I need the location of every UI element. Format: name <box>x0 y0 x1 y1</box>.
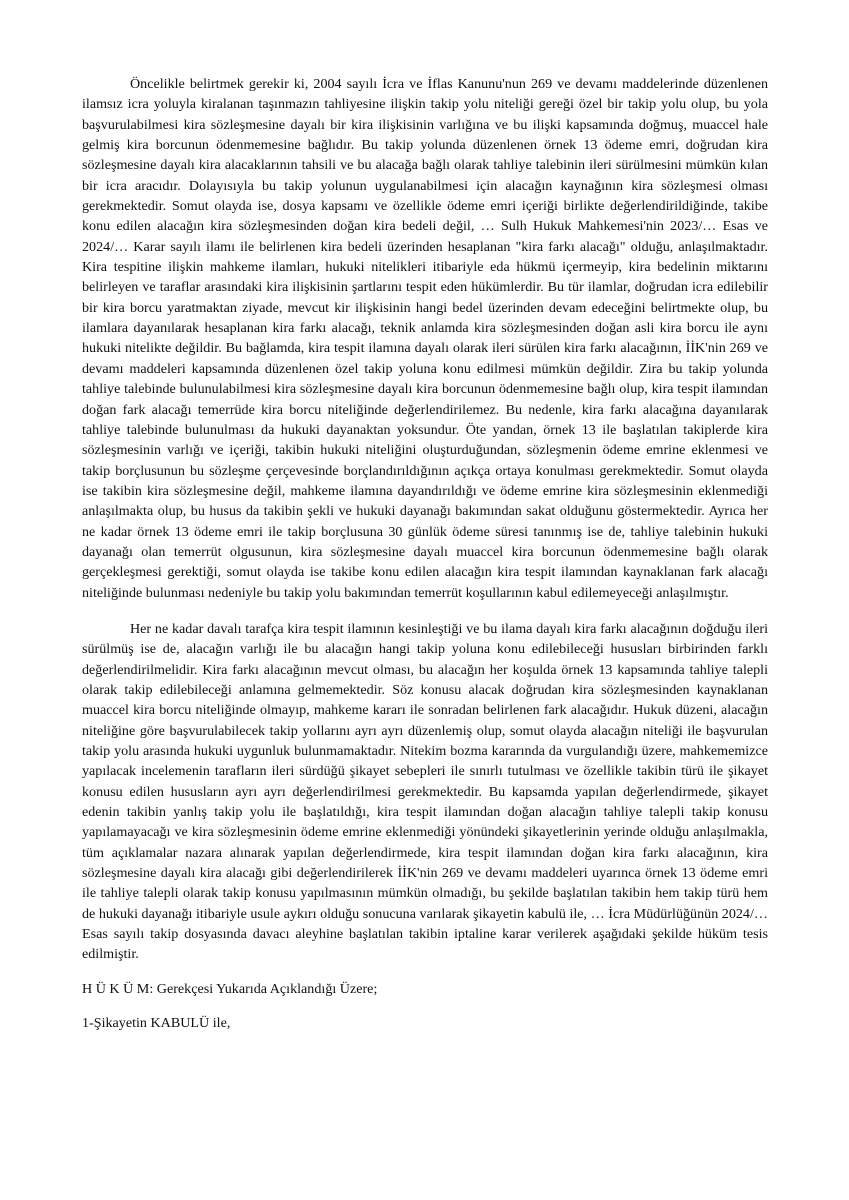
verdict-heading: H Ü K Ü M: Gerekçesi Yukarıda Açıklandığı Üzere; <box>82 980 378 997</box>
body-paragraph-2: Her ne kadar davalı tarafça kira tespit ilamının kesinleştiği ve bu ilama dayalı kira farkı alacağının doğduğu ileri sürülmüş ise de, alacağın varlığı ile bu alacağın hangi takip yoluna konu edilebileceği hususları birbirinden farklı değerlendirilmelidir. Kira farkı alacağının mevcut olması, bu alacağın her koşulda örnek 13 kapsamında tahliye talepli olarak takip edilebileceği anlamına gelmemektedir. Söz konusu alacak doğrudan kira sözleşmesinden kaynaklanan muaccel kira borcu niteliğinde olmayıp, mahkeme kararı ile sonradan belirlenen fark alacağıdır. Hukuk düzeni, alacağın niteliğine göre başvurulabilecek takip yollarını ayrı ayrı düzenlemiş olup, somut olayda alacağın niteliği ile başvurulan takip yolu arasında hukuki uygunluk bulunmamaktadır. Nitekim bozma kararında da vurgulandığı üzere, mahkememizce yapılacak incelemenin tarafların ileri sürdüğü şikayet sebepleri ile sınırlı tutulması ve özellikle takibin türü ile şikayet konusu edilen hususların ayrı ayrı değerlendirilmesi gerekmektedir. Bu kapsamda yapılan değerlendirmede, şikayet edenin takibin yanlış takip yolu ile başlatıldığı, kira tespit ilamından doğan alacağın tahliye talepli takip konusu yapılamayacağı ve kira sözleşmesinin ödeme emrine eklenmediği yönündeki şikayetlerinin yerinde olduğu anlaşılmakla, tüm açıklamalar nazara alınarak yapılan değerlendirmede, kira tespit ilamından doğan kira farkı alacağının, kira sözleşmesine dayalı kira alacağı gibi değerlendirilerek İİK'nin 269 ve devamı maddeleri uyarınca örnek 13 ödeme emri ile tahliye talepli olarak takip konusu yapılmasının mümkün olmadığı, bu şekilde başlatılan takibin hem takip türü hem de hukuki dayanağı itibariyle usule aykırı olduğu sonucuna varılarak şikayetin kabulü ile, … İcra Müdürlüğünün 2024/… Esas sayılı takip dosyasında davacı aleyhine başlatılan takibin iptaline karar verilerek aşağıdaki şekilde hüküm tesis edilmiştir. <box>82 620 768 963</box>
document-page <box>82 74 768 1033</box>
verdict-item-1: 1-Şikayetin KABULÜ ile, <box>82 1015 231 1032</box>
body-paragraph-1: Öncelikle belirtmek gerekir ki, 2004 sayılı İcra ve İflas Kanunu'nun 269 ve devamı maddelerinde düzenlenen ilamsız icra yoluyla kiralanan taşınmazın tahliyesine ilişkin takip yolu niteliği gereği özel bir takip yolu olup, bu yola başvurulabilmesi kira sözleşmesine dayalı bir kira ilişkisinin varlığına ve bu ilişki kapsamında doğmuş, muaccel hale gelmiş kira borcunun ödenmemesine bağlıdır. Bu takip yolunda düzenlenen örnek 13 ödeme emri, doğrudan kira sözleşmesine dayalı kira alacaklarının tahsili ve bu alacağa bağlı olarak tahliye talebinin ileri sürülmesini mümkün kılan bir icra aracıdır. Dolayısıyla bu takip yolunun uygulanabilmesi için alacağın kaynağının kira sözleşmesi olması gerekmektedir. Somut olayda ise, dosya kapsamı ve özellikle ödeme emri içeriği birlikte değerlendirildiğinde, takibe konu edilen alacağın kira sözleşmesinden doğan kira bedeli değil, … Sulh Hukuk Mahkemesi'nin 2023/… Esas ve 2024/… Karar sayılı ilamı ile belirlenen kira bedeli üzerinden hesaplanan "kira farkı alacağı" olduğu, anlaşılmaktadır. Kira tespitine ilişkin mahkeme ilamları, hukuki nitelikleri itibariyle eda hükmü içermeyip, kira bedelinin miktarını belirleyen ve taraflar arasındaki kira ilişkisinin şartlarını tespit eden hükümlerdir. Bu tür ilamlar, doğrudan icra edilebilir bir kira borcu yaratmaktan ziyade, mevcut kir ilişkisinin hangi bedel üzerinden devam edeceğini belirtmekte olup, bu ilamlara dayanılarak hesaplanan kira farkı alacağı, teknik anlamda kira sözleşmesinden doğan asli kira borcu ile aynı hukuki nitelikte değildir. Bu bağlamda, kira tespit ilamına dayalı olarak ileri sürülen kira farkı alacağının, İİK'nin 269 ve devamı maddeleri kapsamında düzenlenen özel takip yoluna konu edilmesi mümkün değildir. Zira bu takip yolunda tahliye talebinde bulunulabilmesi kira sözleşmesine dayalı kira borcunun ödenmemesine bağlı olup, kira tespit ilamından doğan fark alacağı temerrüde kira borcu niteliğinde değerlendirilemez. Bu nedenle, kira farkı alacağına dayanılarak tahliye talebinde bulunulması da hukuki dayanaktan yoksundur. Öte yandan, örnek 13 ile başlatılan takiplerde kira sözleşmesinin varlığı ve içeriği, takibin hukuki niteliğini oluşturduğundan, sözleşmenin ödeme emrine eklenmesi ve takip borçlusunun bu sözleşme çerçevesinde borçlandırıldığının açıkça ortaya konulması gerekmektedir. Somut olayda ise takibin kira sözleşmesine değil, mahkeme ilamına dayandırıldığı ve ödeme emrine kira sözleşmesinin eklenmediği anlaşılmakta olup, bu husus da takibin şekli ve hukuki dayanağı bakımından sakat olduğunu göstermektedir. Ayrıca her ne kadar örnek 13 ödeme emri ile takip borçlusuna 30 günlük ödeme süresi tanınmış ise de, tahliye talebinin hukuki dayanağı olan temerrüt olgusunun, kira sözleşmesine dayalı muaccel kira borcunun ödenmemesine bağlı olarak gerçekleşmesi gerektiği, somut olayda ise takibe konu edilen alacağın kira tespit ilamından kaynaklanan fark alacağı niteliğinde bulunması nedeniyle bu takip yolu bakımından temerrüt koşullarının kabul edilemeyeceği anlaşılmıştır. <box>82 76 768 601</box>
